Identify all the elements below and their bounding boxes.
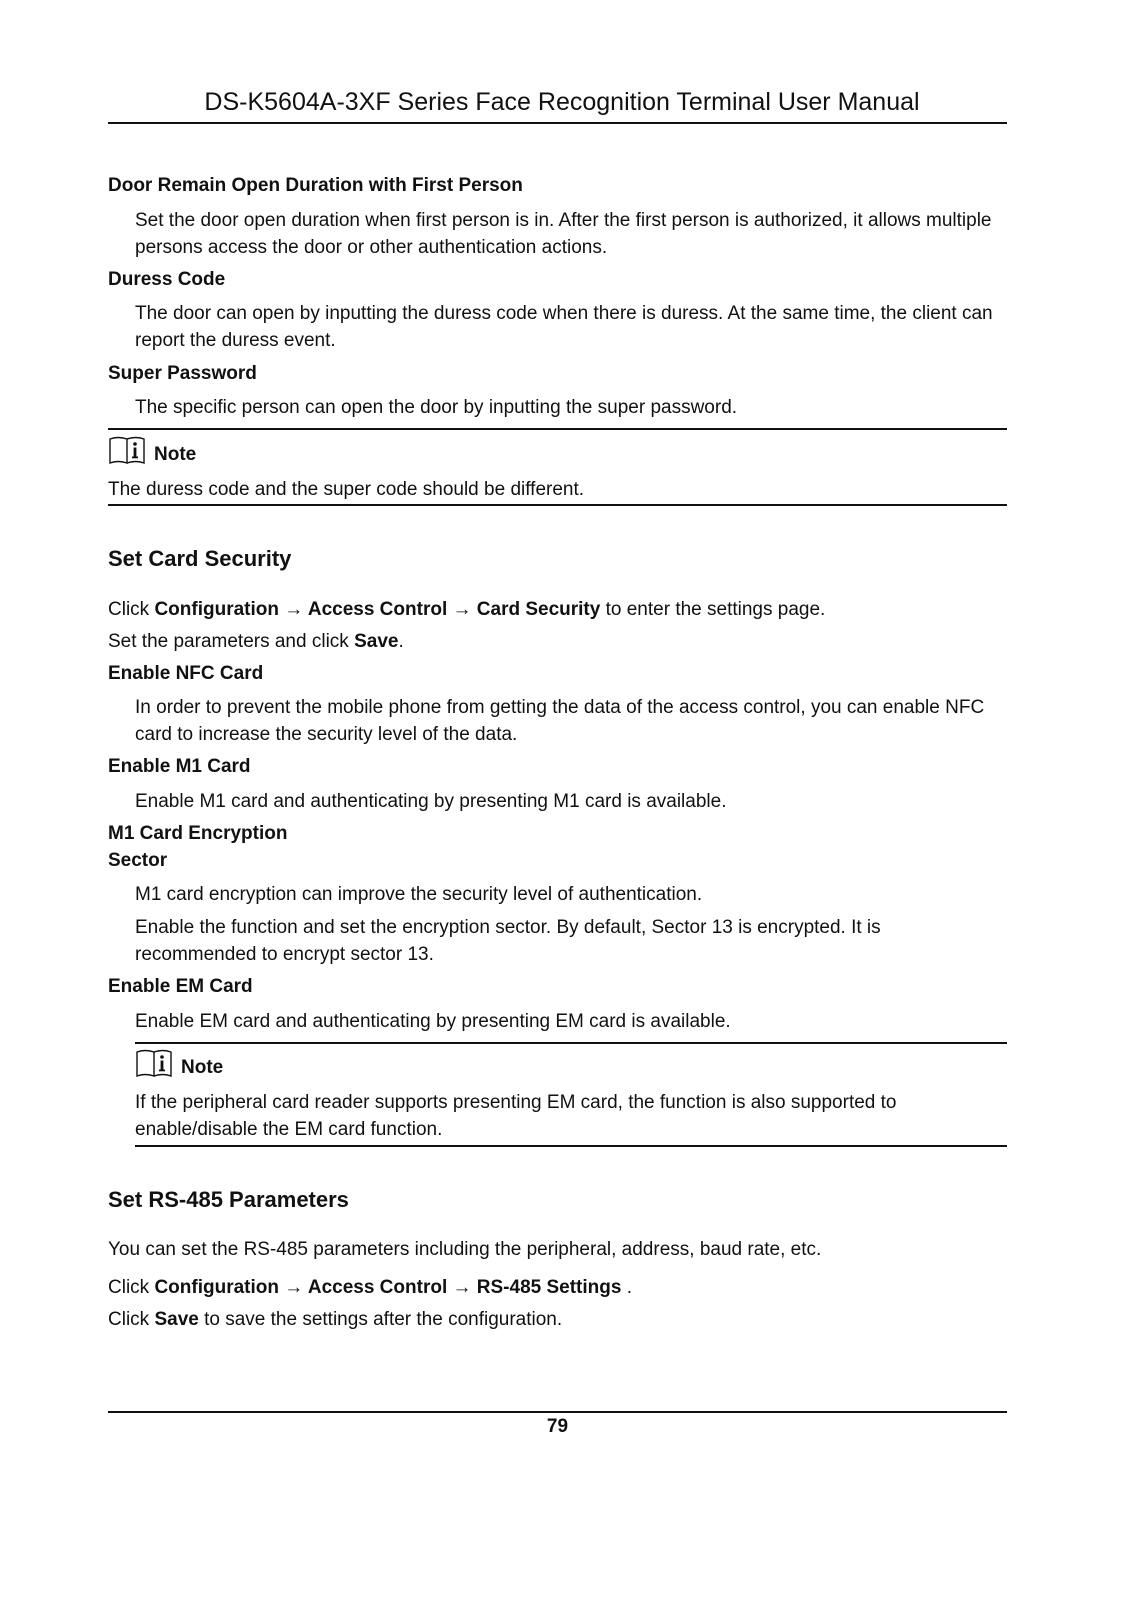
note2-text: If the peripheral card reader supports presenting EM card, the function is also supported to enable/disable the EM card function. bbox=[135, 1092, 897, 1140]
text-suffix: to enter the settings page. bbox=[600, 599, 826, 620]
text-prefix: Set the parameters and click bbox=[108, 631, 355, 652]
note-top-rule bbox=[108, 428, 1007, 430]
save-keyword: Save bbox=[154, 1309, 199, 1330]
menu-card-security: Card Security bbox=[476, 599, 601, 620]
note-bottom-rule bbox=[108, 504, 1007, 506]
rs485-intro: You can set the RS-485 parameters including the peripheral, address, baud rate, etc. bbox=[108, 1239, 822, 1260]
header-rule bbox=[108, 122, 1007, 124]
arrow-icon: → bbox=[447, 599, 477, 620]
note2-top-rule bbox=[135, 1042, 1007, 1044]
term-enable-nfc-card: Enable NFC Card bbox=[108, 663, 264, 684]
desc-enable-em-card: Enable EM card and authenticating by presenting EM card is available. bbox=[135, 1011, 731, 1032]
text-suffix: . bbox=[621, 1277, 632, 1298]
note-header bbox=[108, 436, 196, 466]
desc-duress-code: The door can open by inputting the duress code when there is duress. At the same time, the client can report the duress event. bbox=[135, 303, 993, 351]
text-suffix: to save the settings after the configuration. bbox=[198, 1309, 563, 1330]
arrow-icon: → bbox=[278, 599, 308, 620]
term-door-remain-open: Door Remain Open Duration with First Person bbox=[108, 175, 523, 196]
menu-access-control: Access Control bbox=[307, 1277, 448, 1298]
desc-m1-card-encryption: M1 card encryption can improve the security level of authentication. bbox=[135, 884, 703, 905]
term-duress-code: Duress Code bbox=[108, 269, 226, 290]
note2-bottom-rule bbox=[135, 1145, 1007, 1147]
arrow-icon: → bbox=[447, 1277, 477, 1298]
note-book-icon bbox=[135, 1049, 179, 1079]
text-click: Click bbox=[108, 1277, 155, 1298]
note-label: Note bbox=[154, 444, 197, 465]
term-sector: Sector bbox=[108, 850, 168, 871]
term-m1-card-encryption: M1 Card Encryption bbox=[108, 823, 288, 844]
note-label: Note bbox=[181, 1057, 224, 1078]
section-heading-rs485: Set RS-485 Parameters bbox=[108, 1187, 349, 1212]
menu-configuration: Configuration bbox=[154, 1277, 279, 1298]
arrow-icon: → bbox=[278, 1277, 308, 1298]
note-book-icon bbox=[108, 436, 152, 466]
section-heading-card-security: Set Card Security bbox=[108, 546, 292, 571]
desc-enable-m1-card: Enable M1 card and authenticating by presenting M1 card is available. bbox=[135, 791, 727, 812]
desc-enable-nfc-card: In order to prevent the mobile phone from getting the data of the access control, you can enable NFC card to increase the security level of the data. bbox=[135, 697, 985, 745]
text-click: Click bbox=[108, 599, 155, 620]
term-enable-m1-card: Enable M1 Card bbox=[108, 756, 251, 777]
desc-m1-card-encryption-sector: Enable the function and set the encryption sector. By default, Sector 13 is encrypted. It is recommended to encrypt sector 13. bbox=[135, 917, 881, 965]
rs485-save-instruction bbox=[108, 1306, 1005, 1333]
menu-access-control: Access Control bbox=[307, 599, 448, 620]
term-super-password: Super Password bbox=[108, 363, 257, 384]
term-enable-em-card: Enable EM Card bbox=[108, 976, 253, 997]
page-header-title: DS-K5604A-3XF Series Face Recognition Terminal User Manual bbox=[204, 88, 920, 116]
page-number: 79 bbox=[546, 1416, 569, 1437]
text-suffix: . bbox=[398, 631, 404, 652]
desc-door-remain-open: Set the door open duration when first person is in. After the first person is authorized, it allows multiple persons access the door or other authentication actions. bbox=[135, 210, 992, 258]
menu-configuration: Configuration bbox=[154, 599, 279, 620]
menu-rs485-settings: RS-485 Settings bbox=[476, 1277, 622, 1298]
footer-rule bbox=[108, 1411, 1007, 1413]
save-keyword: Save bbox=[354, 631, 399, 652]
note-text: The duress code and the super code should be different. bbox=[108, 479, 585, 500]
text-prefix: Click bbox=[108, 1309, 155, 1330]
note2-header bbox=[135, 1049, 223, 1079]
rs485-nav-path bbox=[108, 1274, 1005, 1301]
card-security-nav-path bbox=[108, 596, 1005, 623]
card-security-save-instruction bbox=[108, 628, 1005, 655]
desc-super-password: The specific person can open the door by inputting the super password. bbox=[135, 397, 738, 418]
